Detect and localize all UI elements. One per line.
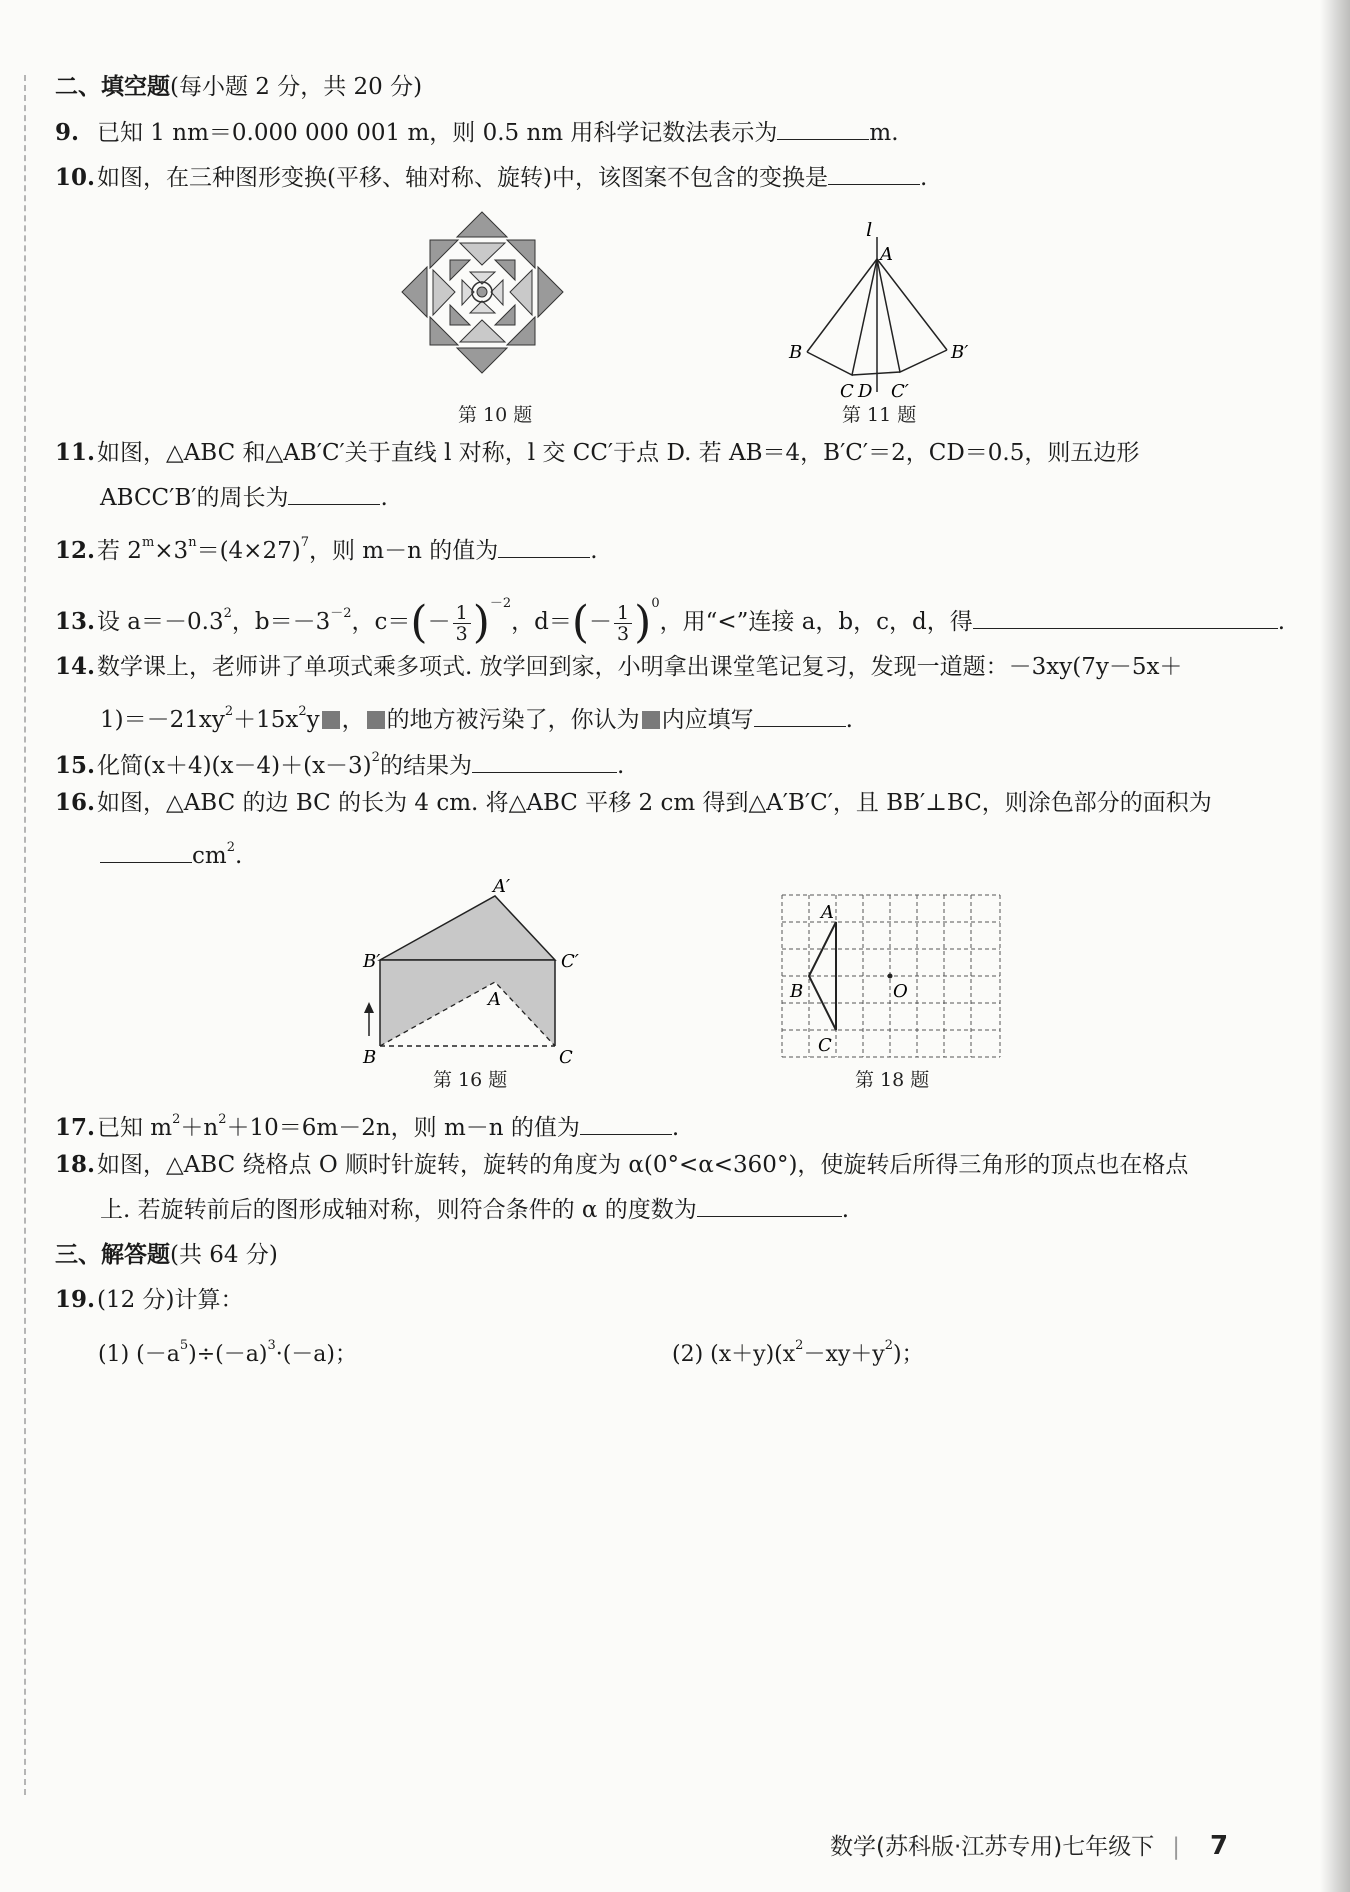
- fraction-numerator: 1: [614, 603, 632, 624]
- fraction-one-third: [453, 603, 471, 644]
- label-b-prime: B′: [951, 342, 969, 363]
- question-text: ＋10＝6m－2n，则 m－n 的值为: [226, 1115, 580, 1141]
- fraction-denominator: 3: [617, 622, 630, 645]
- question-text: ，则 m－n 的值为: [308, 538, 499, 564]
- label-c-prime: C′: [891, 381, 909, 402]
- question-text: ABCC′B′的周长为: [100, 485, 289, 511]
- exponent: －2: [330, 606, 352, 621]
- paren-close: ): [634, 597, 652, 648]
- question-text: (2) (x＋y)(x: [672, 1342, 796, 1367]
- section-2-heading: [55, 72, 422, 102]
- exponent: 7: [300, 535, 309, 550]
- question-tail: m.: [869, 120, 899, 146]
- question-text: ＋15x: [233, 707, 299, 733]
- question-tail: .: [590, 538, 598, 564]
- label-c-prime: C′: [561, 951, 579, 972]
- question-tail: .: [1277, 609, 1286, 635]
- question-18-line-2: [100, 1195, 849, 1225]
- question-19-part-2: [672, 1331, 924, 1370]
- question-text: 上. 若旋转前后的图形成轴对称，则符合条件的 α 的度数为: [100, 1197, 697, 1223]
- page-edge-shadow: [1320, 0, 1350, 1892]
- question-tail: .: [380, 485, 388, 511]
- section-2-title: 二、填空题: [55, 73, 170, 100]
- question-10: [55, 163, 927, 193]
- question-number: 9.: [55, 119, 80, 146]
- paren-open: (: [410, 597, 428, 648]
- exponent: n: [188, 535, 197, 550]
- question-number: 10.: [55, 164, 96, 191]
- exponent: 2: [224, 704, 234, 719]
- question-tail: .: [841, 1197, 850, 1223]
- paren-open: (: [571, 597, 590, 648]
- question-text: 如图，△ABC 和△AB′C′关于直线 l 对称，l 交 CC′于点 D. 若 AB＝4，B′C′＝2，CD＝0.5，则五边形: [97, 440, 1140, 466]
- label-b: B: [789, 342, 803, 363]
- label-c: C: [559, 1047, 573, 1068]
- exponent: 2: [223, 606, 232, 621]
- question-number: 16.: [55, 789, 96, 816]
- question-13: [55, 582, 1286, 648]
- question-19: [55, 1285, 244, 1315]
- answer-blank[interactable]: [973, 608, 1278, 629]
- question-tail: .: [616, 753, 625, 779]
- answer-blank[interactable]: [828, 164, 920, 185]
- question-11-line-2: [100, 483, 388, 513]
- exponent: 2: [371, 750, 380, 765]
- question-text: ，d＝: [511, 609, 572, 635]
- figure-10-pattern: [400, 210, 565, 375]
- stain-square-icon: [642, 711, 660, 729]
- question-text: ·(－a)；: [275, 1342, 358, 1367]
- question-text: ，c＝: [351, 609, 411, 635]
- figure-18-grid: [780, 893, 1005, 1063]
- section-3-title: 三、解答题: [55, 1241, 170, 1268]
- exponent: 2: [172, 1112, 181, 1127]
- minus-sign: －: [589, 609, 613, 635]
- label-c: C: [840, 381, 854, 402]
- question-number: 18.: [55, 1151, 96, 1178]
- question-text: 若 2: [97, 538, 142, 564]
- answer-blank[interactable]: [777, 119, 869, 140]
- question-number: 14.: [55, 653, 96, 680]
- fraction-numerator: 1: [453, 603, 471, 624]
- section-3-note: (共 64 分): [170, 1242, 278, 1268]
- exponent: m: [141, 535, 155, 550]
- label-a: A: [880, 244, 893, 265]
- label-b: B: [363, 1047, 377, 1068]
- question-number: 15.: [55, 752, 96, 779]
- label-b: B: [790, 981, 804, 1002]
- question-text: ，: [341, 707, 365, 733]
- fraction-one-third: [614, 603, 632, 644]
- label-b-prime: B′: [363, 951, 381, 972]
- footer-book-title: 数学(苏科版·江苏专用)七年级下: [830, 1834, 1155, 1860]
- question-18-line-1: [55, 1150, 1188, 1180]
- question-text: 的结果为: [379, 753, 472, 779]
- question-text: )；: [892, 1342, 924, 1367]
- stain-square-icon: [322, 711, 340, 729]
- fraction-denominator: 3: [455, 622, 468, 645]
- answer-blank[interactable]: [100, 842, 192, 863]
- answer-blank[interactable]: [472, 752, 617, 773]
- question-text: 已知 m: [97, 1115, 173, 1141]
- question-text: ＝(4×27): [196, 538, 301, 564]
- question-19-part-1: [98, 1331, 357, 1370]
- question-number: 19.: [55, 1286, 96, 1313]
- answer-blank[interactable]: [580, 1114, 672, 1135]
- question-12: [55, 528, 598, 566]
- question-number: 12.: [55, 537, 96, 564]
- answer-blank[interactable]: [697, 1196, 842, 1217]
- binding-margin-line: [24, 75, 26, 1795]
- exponent: 3: [267, 1338, 276, 1353]
- exponent: －2: [489, 596, 512, 611]
- question-tail: .: [845, 707, 853, 733]
- unit: cm: [192, 843, 227, 869]
- question-number: 11.: [55, 439, 96, 466]
- question-17: [55, 1105, 679, 1143]
- exponent: 2: [795, 1338, 804, 1353]
- question-text: －xy＋y: [803, 1342, 885, 1367]
- question-text: 数学课上，老师讲了单项式乘多项式. 放学回到家，小明拿出课堂笔记复习，发现一道题：－3xy(7y－5x＋: [97, 654, 1183, 680]
- question-number: 17.: [55, 1114, 96, 1141]
- exponent: 2: [226, 840, 235, 855]
- figure-10-caption: 第 10 题: [458, 404, 533, 426]
- question-11-line-1: [55, 438, 1139, 468]
- question-text: 化简(x＋4)(x－4)＋(x－3): [97, 753, 372, 779]
- question-text: )÷(－a): [188, 1342, 268, 1367]
- page-number: 7: [1210, 1831, 1229, 1861]
- stain-square-icon: [367, 711, 385, 729]
- label-a-prime: A′: [493, 878, 511, 897]
- question-text: ，b＝－3: [231, 609, 331, 635]
- figure-11-caption: 第 11 题: [842, 404, 917, 426]
- question-14-line-2: [100, 697, 853, 735]
- question-text: 如图，在三种图形变换(平移、轴对称、旋转)中，该图案不包含的变换是: [97, 165, 828, 191]
- question-tail: .: [919, 165, 928, 191]
- figure-11-diagram: [780, 222, 980, 402]
- label-l: l: [866, 222, 873, 241]
- question-tail: .: [234, 843, 243, 869]
- question-16-line-2: [100, 833, 242, 871]
- figure-18-caption: 第 18 题: [855, 1069, 930, 1091]
- question-text: (12 分)计算：: [97, 1287, 244, 1313]
- exponent: 2: [218, 1112, 227, 1127]
- page-footer: [830, 1828, 1228, 1861]
- exponent: 0: [651, 596, 660, 611]
- question-text: 如图，△ABC 的边 BC 的长为 4 cm. 将△ABC 平移 2 cm 得到△A′B′C′，且 BB′⊥BC，则涂色部分的面积为: [97, 790, 1212, 816]
- section-2-note: (每小题 2 分，共 20 分): [170, 74, 423, 100]
- section-3-heading: [55, 1240, 278, 1270]
- figure-16-caption: 第 16 题: [433, 1069, 508, 1091]
- answer-blank[interactable]: [498, 537, 590, 558]
- answer-blank[interactable]: [288, 484, 380, 505]
- question-text: 已知 1 nm＝0.000 000 001 m，则 0.5 nm 用科学记数法表示为: [97, 120, 778, 146]
- question-15: [55, 743, 624, 781]
- label-o: O: [893, 981, 908, 1002]
- question-text: ＋n: [180, 1115, 219, 1141]
- exponent: 2: [884, 1338, 893, 1353]
- question-16-line-1: [55, 788, 1212, 818]
- minus-sign: －: [427, 609, 451, 635]
- question-text: y: [306, 707, 320, 733]
- answer-blank[interactable]: [754, 706, 846, 727]
- question-number: 13.: [55, 608, 96, 635]
- label-d: D: [858, 381, 873, 402]
- question-text: 1)＝－21xy: [100, 707, 225, 733]
- question-text: ，用“<”连接 a，b，c，d，得: [659, 609, 973, 635]
- exponent: 5: [179, 1338, 189, 1353]
- label-a: A: [488, 989, 501, 1010]
- question-text: 的地方被污染了，你认为: [386, 707, 640, 733]
- label-a: A: [821, 902, 834, 923]
- question-tail: .: [671, 1115, 680, 1141]
- footer-separator: |: [1172, 1834, 1181, 1860]
- exponent: 2: [298, 704, 307, 719]
- question-14-line-1: [55, 652, 1182, 682]
- question-text: 设 a＝－0.3: [97, 609, 224, 635]
- paren-close: ): [472, 597, 490, 648]
- figure-16-diagram: [355, 878, 585, 1068]
- question-text: 内应填写: [661, 707, 754, 733]
- label-c: C: [818, 1035, 832, 1056]
- question-text: (1) (－a: [98, 1342, 180, 1367]
- question-9: [55, 118, 899, 148]
- question-text: ×3: [154, 538, 189, 564]
- question-text: 如图，△ABC 绕格点 O 顺时针旋转，旋转的角度为 α(0°<α<360°)，使旋转后所得三角形的顶点也在格点: [97, 1152, 1189, 1178]
